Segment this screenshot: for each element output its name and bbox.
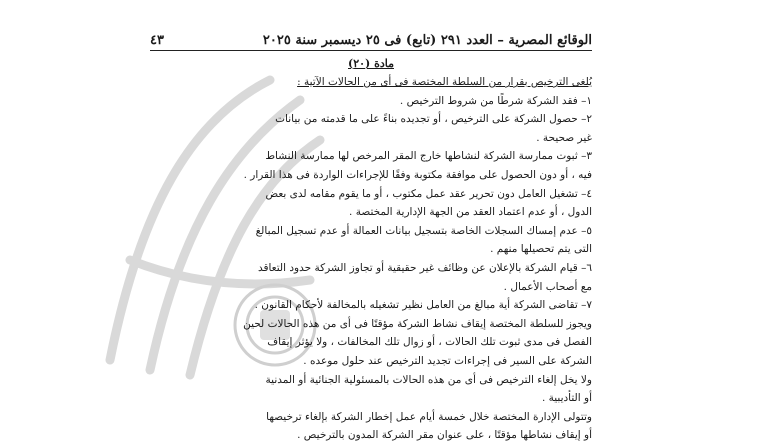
article-line: أو التأديبية . [541,392,592,405]
gazette-header [150,26,592,48]
article-title: مادة (٢٠) [348,57,394,70]
article-line: الفصل فى مدى ثبوت تلك الحالات ، أو زوال تلك المخالفات ، ولا يؤثر إيقاف [267,336,592,349]
article-line: ١– فقد الشركة شرطًا من شروط الترخيص . [399,94,592,107]
article-intro: يُلغى الترخيص بقرار من السلطة المختصة فى أى من الحالات الآتية : [297,76,592,88]
article-line: مع أصحاب الأعمال . [503,280,592,293]
article-line: أو إيقاف نشاطها مؤقتًا ، على عنوان مقر الشركة المدون بالترخيص . [297,429,592,442]
article-line: وتتولى الإدارة المختصة خلال خمسة أيام عمل إخطار الشركة بإلغاء ترخيصها [266,410,592,423]
article-line: الدول ، أو عدم اعتماد العقد من الجهة الإدارية المختصة . [349,206,592,219]
header-divider [150,50,592,51]
article-line: فيه ، أو دون الحصول على موافقة مكتوبة وفقًا للإجراءات الواردة فى هذا القرار . [243,168,592,181]
article-line: ٦– قيام الشركة بالإعلان عن وظائف غير حقيقية أو تجاوز الشركة حدود التعاقد [257,261,592,274]
article-line: الشركة على السير فى إجراءات تجديد الترخيص عند حلول موعده . [303,354,592,367]
article-line: غير صحيحة . [536,131,592,144]
page-number: ٤٣ [150,33,164,48]
article-body [150,73,592,445]
article-line: ٢– حصول الشركة على الترخيص ، أو تجديده بناءً على ما قدمته من بيانات [275,113,592,126]
article-line: ويجوز للسلطة المختصة إيقاف نشاط الشركة مؤقتًا فى أى من هذه الحالات لحين [243,317,592,330]
article-line: ٧– تقاضى الشركة أية مبالغ من العامل نظير تشغيله بالمخالفة لأحكام القانون . [254,299,592,312]
article-line: ٤– تشغيل العامل دون تحرير عقد عمل مكتوب ، أو ما يقوم مقامه لدى بعض [265,187,592,200]
article-line: ولا يخل إلغاء الترخيص فى أى من هذه الحالات بالمسئولية الجنائية أو المدنية [265,373,592,386]
article-line: ٣– ثبوت ممارسة الشركة لنشاطها خارج المقر المرخص لها ممارسة النشاط [265,150,592,163]
article-line: التى يتم تحصيلها منهم . [490,243,592,256]
header-title: الوقائع المصرية – العدد ٢٩١ (تابع) فى ٢٥ ديسمبر سنة ٢٠٢٥ [262,33,592,48]
article-line: ٥– عدم إمساك السجلات الخاصة بتسجيل بيانات العمالة أو عدم تسجيل المبالغ [255,224,592,237]
